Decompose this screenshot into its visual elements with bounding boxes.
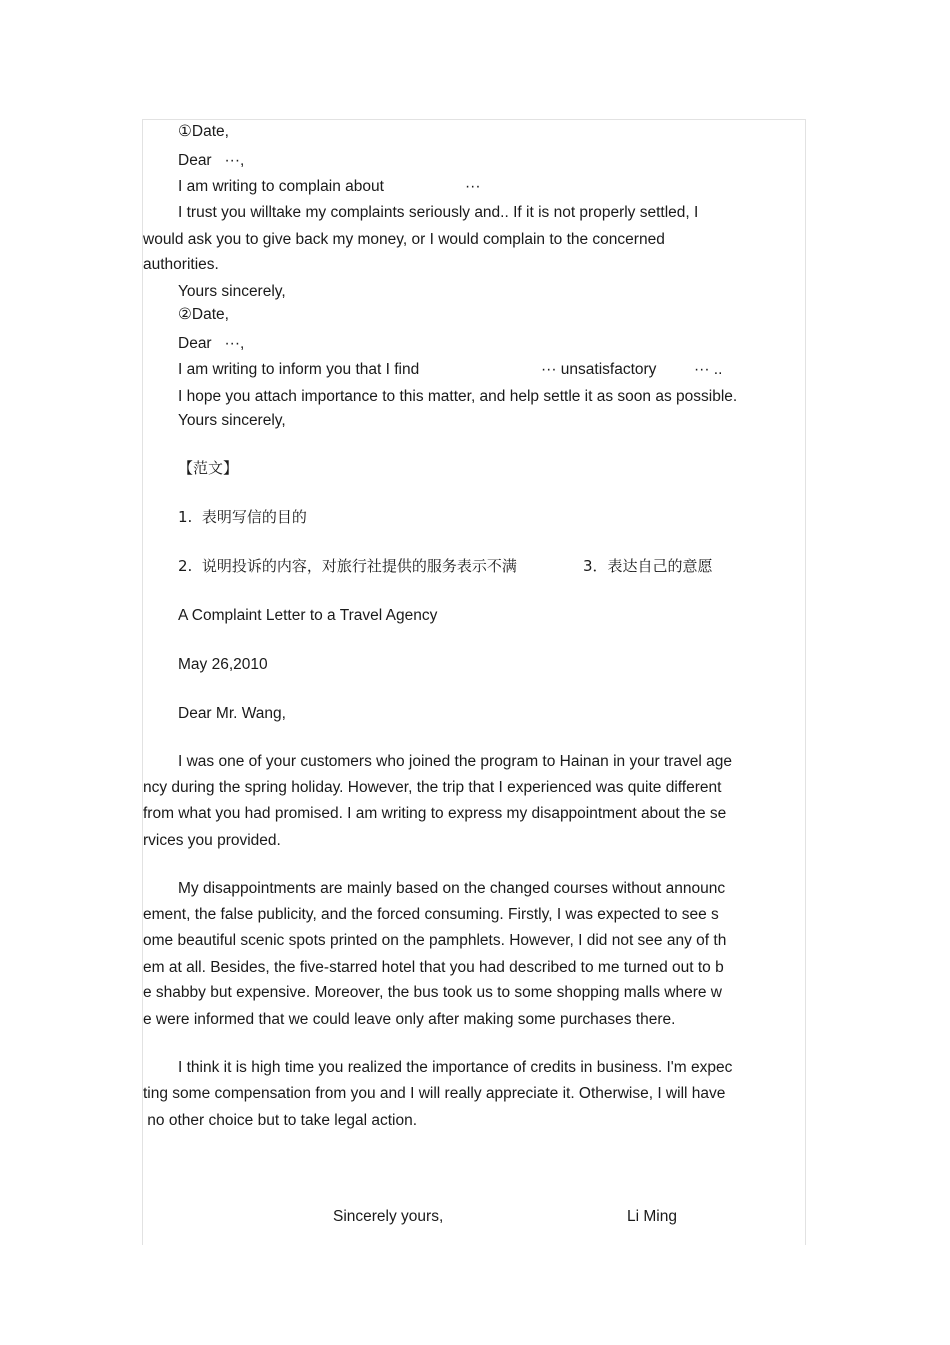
letter-para2-line: e shabby but expensive. Moreover, the bus took us to some shopping malls where w [143,984,722,1001]
letter-para2-line: My disappointments are mainly based on the changed courses without announc [178,880,726,897]
letter-date: May 26,2010 [178,656,268,673]
template1-complain-text: I am writing to complain about [178,178,384,195]
letter-para2-line: e were informed that we could leave only after making some purchases there. [143,1011,676,1028]
letter-para3-line: I think it is high time you realized the importance of credits in business. I'm expec [178,1059,733,1076]
template2-inform-ellipsis: ··· .. [694,361,723,378]
letter-para2-line: ome beautiful scenic spots printed on the pamphlets. However, I did not see any of th [143,932,727,949]
template1-trust-line: I trust you willtake my complaints seriously and.. If it is not properly settled, I [178,204,699,221]
letter-salutation: Dear Mr. Wang, [178,705,286,722]
template1-dear: Dear ···, [178,152,245,169]
template2-dear: Dear ···, [178,335,245,352]
letter-para2-line: em at all. Besides, the five-starred hotel that you had described to me turned out to b [143,959,724,976]
letter-para3-line: ting some compensation from you and I will really appreciate it. Otherwise, I will have [143,1085,726,1102]
letter-para1-line: I was one of your customers who joined the program to Hainan in your travel age [178,753,732,770]
template2-inform-text: I am writing to inform you that I find [178,361,420,378]
letter-signature: Li Ming [627,1208,677,1225]
model-heading: 【范文】 [178,459,239,477]
template1-closing: Yours sincerely, [178,283,286,300]
template2-closing: Yours sincerely, [178,412,286,429]
template1-trust-line: authorities. [143,256,219,273]
template2-hope: I hope you attach importance to this matter, and help settle it as soon as possible. [178,388,738,405]
template1-complain-ellipsis: ··· [465,178,481,195]
model-point-2: 2. 说明投诉的内容，对旅行社提供的服务表示不满 [178,557,517,575]
template1-date: ①Date, [178,123,229,140]
letter-para1-line: rvices you provided. [143,832,281,849]
template1-trust-line: would ask you to give back my money, or I would complain to the concerned [143,231,665,248]
template2-date: ②Date, [178,306,229,323]
letter-closing: Sincerely yours, [333,1208,444,1225]
model-point-1: 1. 表明写信的目的 [178,508,307,526]
letter-para2-line: ement, the false publicity, and the forced consuming. Firstly, I was expected to see s [143,906,719,923]
template2-inform-unsatisfactory: ··· unsatisfactory [541,361,657,378]
letter-title: A Complaint Letter to a Travel Agency [178,607,438,624]
letter-para3-line: no other choice but to take legal action. [143,1112,418,1129]
letter-para1-line: from what you had promised. I am writing to express my disappointment about the se [143,805,727,822]
letter-para1-line: ncy during the spring holiday. However, the trip that I experienced was quite different [143,779,722,796]
model-point-3: 3．表达自己的意愿 [583,557,713,575]
